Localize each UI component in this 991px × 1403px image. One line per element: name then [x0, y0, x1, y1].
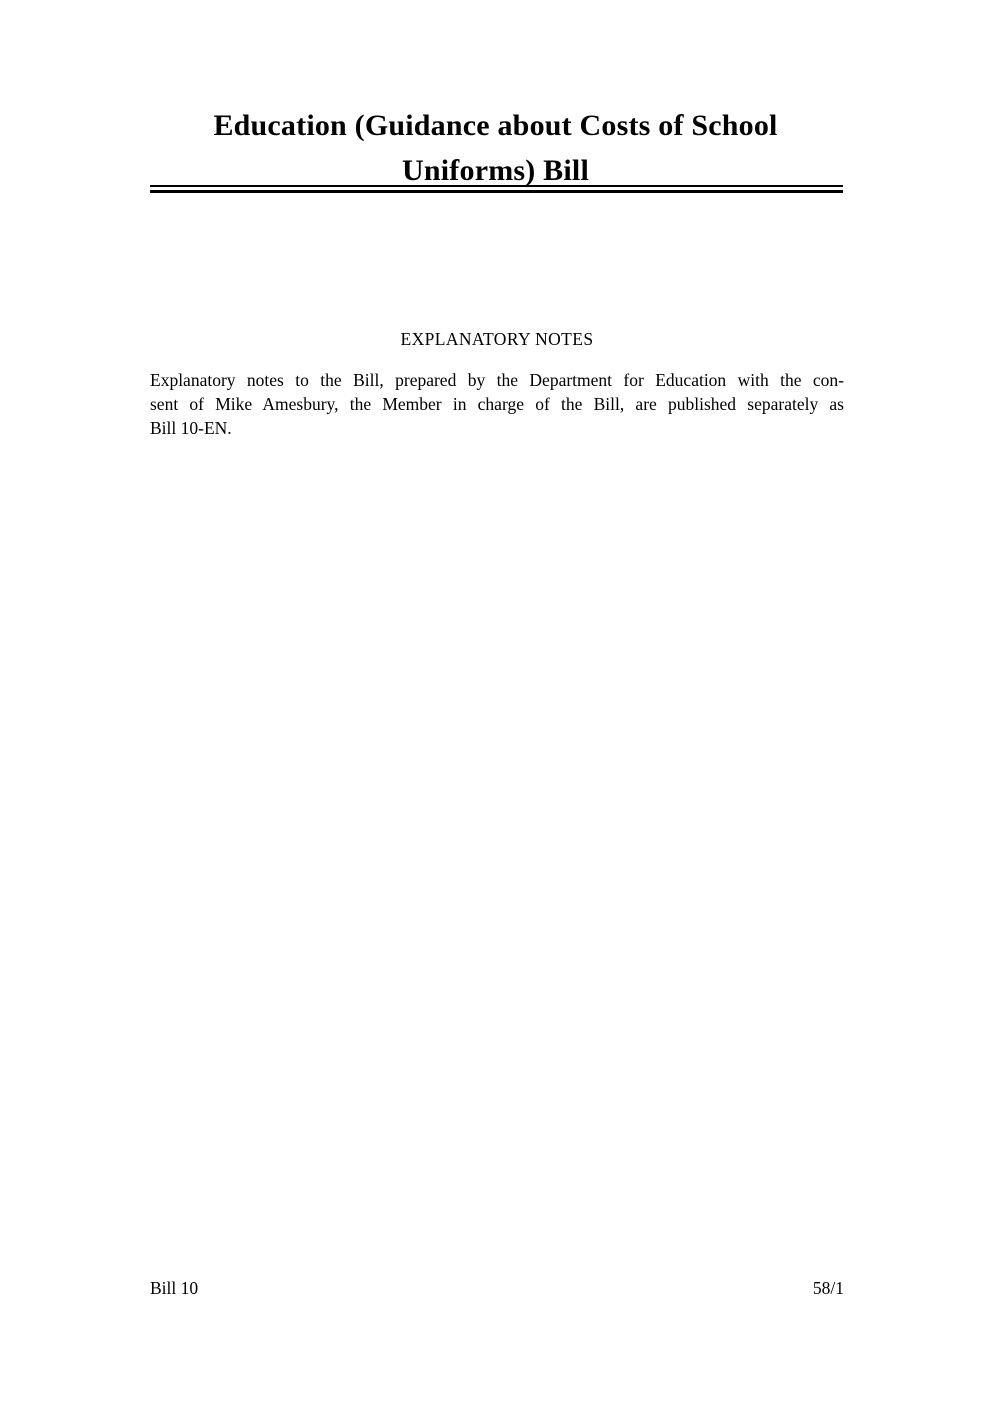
footer-bill-number: Bill 10 — [150, 1278, 199, 1298]
page-footer — [150, 1277, 844, 1299]
explanatory-notes-heading: EXPLANATORY NOTES — [400, 329, 594, 349]
paragraph-line-1: Explanatory notes to the Bill, prepared by the Department for Education with the con- — [150, 370, 844, 390]
title-double-rule — [150, 185, 843, 193]
bill-title-line-1: Education (Guidance about Costs of School — [213, 109, 778, 142]
bill-title-line-2: Uniforms) Bill — [402, 154, 589, 187]
paragraph-line-3: Bill 10-EN. — [150, 418, 232, 438]
bill-title — [148, 103, 843, 193]
paragraph-line-2: sent of Mike Amesbury, the Member in charge of the Bill, are published separately as — [150, 394, 844, 414]
footer-session-number: 58/1 — [812, 1278, 844, 1298]
explanatory-notes-paragraph — [150, 368, 844, 440]
